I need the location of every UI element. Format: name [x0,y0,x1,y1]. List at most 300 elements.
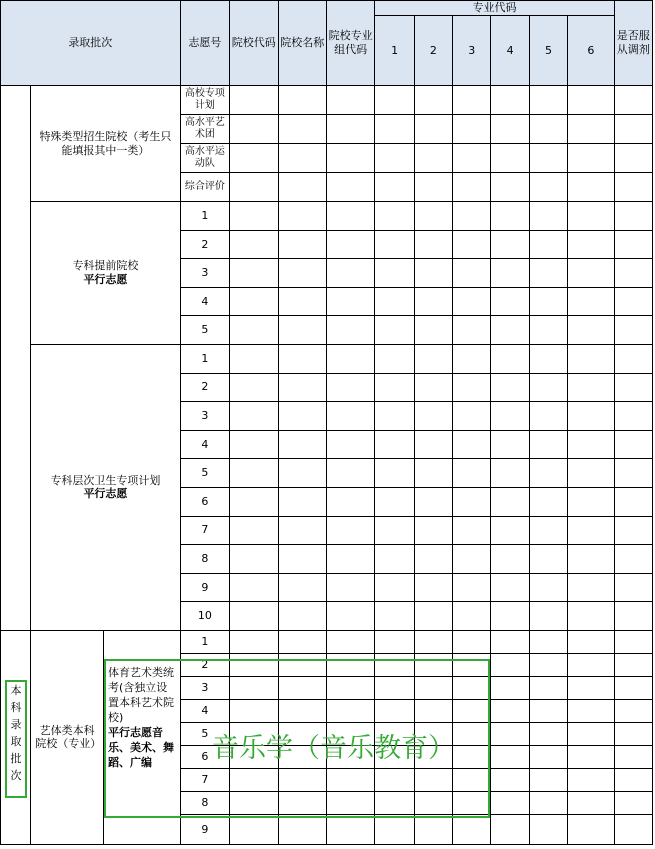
cell[interactable] [529,487,567,516]
cell[interactable] [453,699,491,722]
zhuanke-early-label: 专科提前院校 [72,259,139,273]
cell[interactable] [529,344,567,373]
wish-number: 5 [180,316,229,345]
cell[interactable] [278,202,326,231]
cell[interactable] [414,630,452,653]
cell[interactable] [453,459,491,488]
wish-number: 6 [180,487,229,516]
cell[interactable] [529,791,567,814]
cell[interactable] [375,173,414,202]
cell[interactable] [453,430,491,459]
cell[interactable] [326,430,374,459]
wish-number: 6 [180,745,229,768]
cell[interactable] [375,676,414,699]
cell[interactable] [491,676,529,699]
cell[interactable] [326,814,374,844]
cell[interactable] [375,814,414,844]
cell[interactable] [414,144,452,173]
cell[interactable] [568,459,614,488]
cell[interactable] [326,173,374,202]
cell[interactable] [614,430,652,459]
cell[interactable] [278,402,326,431]
cell[interactable] [529,545,567,574]
cell[interactable] [491,344,529,373]
cell[interactable] [614,653,652,676]
cell[interactable] [326,230,374,259]
cell[interactable] [491,722,529,745]
cell[interactable] [326,768,374,791]
cell[interactable] [614,791,652,814]
cell[interactable] [230,768,278,791]
cell[interactable] [453,144,491,173]
cell[interactable] [491,115,529,144]
cell[interactable] [614,230,652,259]
cell[interactable] [614,115,652,144]
cell[interactable] [326,487,374,516]
cell[interactable] [491,487,529,516]
cell[interactable] [326,602,374,631]
wish-number: 4 [180,699,229,722]
cell[interactable] [414,115,452,144]
cell[interactable] [278,459,326,488]
cell[interactable] [491,768,529,791]
cell[interactable] [614,202,652,231]
cell[interactable] [453,316,491,345]
cell[interactable] [529,430,567,459]
cell[interactable] [453,545,491,574]
cell[interactable] [491,459,529,488]
cell[interactable] [568,115,614,144]
cell[interactable] [568,653,614,676]
cell[interactable] [529,814,567,844]
cell[interactable] [453,487,491,516]
cell[interactable] [278,487,326,516]
cell[interactable] [614,487,652,516]
zhuanke-early-subtitle: 平行志愿 [83,272,128,286]
cell[interactable] [326,287,374,316]
cell[interactable] [326,115,374,144]
cell[interactable] [278,545,326,574]
cell[interactable] [568,430,614,459]
cell[interactable] [491,602,529,631]
cell[interactable] [375,259,414,288]
cell[interactable] [529,745,567,768]
special-row-4: 综合评价 [180,173,229,202]
cell[interactable] [453,173,491,202]
cell[interactable] [375,487,414,516]
cell[interactable] [529,144,567,173]
wish-number: 9 [180,814,229,844]
cell[interactable] [614,287,652,316]
cell[interactable] [414,259,452,288]
cell[interactable] [230,516,278,545]
cell[interactable] [230,202,278,231]
batch-column-upper [1,86,31,631]
cell[interactable] [414,459,452,488]
cell[interactable] [375,202,414,231]
cell[interactable] [453,630,491,653]
cell[interactable] [375,430,414,459]
cell[interactable] [453,230,491,259]
cell[interactable] [491,430,529,459]
cell[interactable] [414,814,452,844]
cell[interactable] [614,402,652,431]
cell[interactable] [278,173,326,202]
cell[interactable] [326,144,374,173]
wish-number: 1 [180,630,229,653]
cell[interactable] [529,722,567,745]
cell[interactable] [375,573,414,602]
cell[interactable] [614,722,652,745]
cell[interactable] [326,373,374,402]
cell[interactable] [414,791,452,814]
cell[interactable] [568,791,614,814]
cell[interactable] [278,344,326,373]
cell[interactable] [491,86,529,115]
header-school-name: 院校名称 [278,1,326,86]
header-major-6: 6 [568,16,614,86]
cell[interactable] [614,573,652,602]
cell[interactable] [375,768,414,791]
cell[interactable] [375,230,414,259]
cell[interactable] [230,287,278,316]
header-major-5: 5 [529,16,567,86]
cell[interactable] [375,602,414,631]
cell[interactable] [529,699,567,722]
cell[interactable] [278,316,326,345]
cell[interactable] [453,259,491,288]
cell[interactable] [568,144,614,173]
cell[interactable] [326,316,374,345]
wish-number: 7 [180,516,229,545]
cell[interactable] [491,373,529,402]
cell[interactable] [230,653,278,676]
cell[interactable] [453,768,491,791]
cell[interactable] [568,814,614,844]
cell[interactable] [614,459,652,488]
cell[interactable] [529,259,567,288]
cell[interactable] [375,516,414,545]
cell[interactable] [230,144,278,173]
cell[interactable] [568,316,614,345]
wish-number: 8 [180,545,229,574]
cell[interactable] [453,745,491,768]
cell[interactable] [278,430,326,459]
cell[interactable] [414,487,452,516]
cell[interactable] [414,287,452,316]
cell[interactable] [278,653,326,676]
cell[interactable] [568,259,614,288]
cell[interactable] [414,316,452,345]
cell[interactable] [326,344,374,373]
cell[interactable] [414,430,452,459]
cell[interactable] [230,573,278,602]
cell[interactable] [568,173,614,202]
cell[interactable] [491,814,529,844]
wish-number: 4 [180,287,229,316]
cell[interactable] [529,202,567,231]
cell[interactable] [278,373,326,402]
cell[interactable] [230,459,278,488]
cell[interactable] [414,768,452,791]
wish-number: 2 [180,230,229,259]
header-major-4: 4 [491,16,529,86]
cell[interactable] [414,573,452,602]
cell[interactable] [491,316,529,345]
cell[interactable] [278,516,326,545]
cell[interactable] [614,144,652,173]
cell[interactable] [230,545,278,574]
cell[interactable] [326,653,374,676]
cell[interactable] [230,699,278,722]
cell[interactable] [568,768,614,791]
cell[interactable] [326,545,374,574]
cell[interactable] [568,745,614,768]
cell[interactable] [568,344,614,373]
cell[interactable] [375,373,414,402]
cell[interactable] [614,173,652,202]
cell[interactable] [230,259,278,288]
cell[interactable] [230,402,278,431]
benke-detail-text: 体育艺术类统考(含独立设置本科艺术院校) [108,666,174,724]
cell[interactable] [453,516,491,545]
cell[interactable] [414,699,452,722]
cell[interactable] [568,722,614,745]
cell[interactable] [568,202,614,231]
cell[interactable] [375,630,414,653]
cell[interactable] [278,115,326,144]
cell[interactable] [568,487,614,516]
cell[interactable] [614,602,652,631]
cell[interactable] [529,516,567,545]
cell[interactable] [230,791,278,814]
cell[interactable] [614,676,652,699]
cell[interactable] [529,316,567,345]
wish-number: 8 [180,791,229,814]
cell[interactable] [529,653,567,676]
cell[interactable] [568,402,614,431]
cell[interactable] [529,402,567,431]
cell[interactable] [568,602,614,631]
cell[interactable] [414,86,452,115]
cell[interactable] [568,545,614,574]
cell[interactable] [278,814,326,844]
cell[interactable] [491,259,529,288]
cell[interactable] [230,602,278,631]
cell[interactable] [414,373,452,402]
cell[interactable] [230,487,278,516]
cell[interactable] [278,699,326,722]
cell[interactable] [414,202,452,231]
cell[interactable] [614,516,652,545]
header-school-code: 院校代码 [230,1,278,86]
wish-number: 7 [180,768,229,791]
cell[interactable] [326,630,374,653]
cell[interactable] [375,791,414,814]
cell[interactable] [278,230,326,259]
cell[interactable] [568,373,614,402]
cell[interactable] [614,259,652,288]
cell[interactable] [529,768,567,791]
cell[interactable] [230,814,278,844]
cell[interactable] [414,653,452,676]
special-row-1: 高校专项计划 [180,86,229,115]
cell[interactable] [568,516,614,545]
cell[interactable] [326,402,374,431]
cell[interactable] [375,115,414,144]
cell[interactable] [614,814,652,844]
cell[interactable] [326,86,374,115]
cell[interactable] [326,676,374,699]
cell[interactable] [414,676,452,699]
cell[interactable] [614,373,652,402]
cell[interactable] [568,630,614,653]
cell[interactable] [491,173,529,202]
cell[interactable] [491,630,529,653]
cell[interactable] [614,699,652,722]
cell[interactable] [529,230,567,259]
cell[interactable] [491,573,529,602]
cell[interactable] [614,745,652,768]
cell[interactable] [529,86,567,115]
cell[interactable] [491,791,529,814]
cell[interactable] [278,676,326,699]
cell[interactable] [529,602,567,631]
cell[interactable] [278,791,326,814]
cell[interactable] [230,430,278,459]
cell[interactable] [414,516,452,545]
cell[interactable] [529,115,567,144]
cell[interactable] [326,699,374,722]
cell[interactable] [230,316,278,345]
health-label: 专科层次卫生专项计划 [50,473,161,487]
cell[interactable] [614,768,652,791]
cell[interactable] [453,344,491,373]
cell[interactable] [375,86,414,115]
cell[interactable] [375,653,414,676]
cell[interactable] [326,791,374,814]
cell[interactable] [568,676,614,699]
cell[interactable] [568,573,614,602]
cell[interactable] [453,573,491,602]
cell[interactable] [453,402,491,431]
cell[interactable] [529,630,567,653]
cell[interactable] [568,230,614,259]
cell[interactable] [614,316,652,345]
cell[interactable] [230,230,278,259]
cell[interactable] [230,373,278,402]
cell[interactable] [326,202,374,231]
cell[interactable] [414,602,452,631]
cell[interactable] [453,791,491,814]
special-title: 特殊类型招生院校（考生只能填报其中一类） [31,86,180,202]
cell[interactable] [230,344,278,373]
cell[interactable] [529,373,567,402]
cell[interactable] [230,173,278,202]
special-row-2: 高水平艺术团 [180,115,229,144]
cell[interactable] [278,287,326,316]
cell[interactable] [230,86,278,115]
cell[interactable] [614,630,652,653]
cell[interactable] [414,344,452,373]
cell[interactable] [529,573,567,602]
cell[interactable] [230,676,278,699]
cell[interactable] [230,115,278,144]
cell[interactable] [568,699,614,722]
cell[interactable] [278,86,326,115]
cell[interactable] [375,316,414,345]
cell[interactable] [491,230,529,259]
wish-number: 3 [180,259,229,288]
cell[interactable] [491,402,529,431]
cell[interactable] [491,699,529,722]
cell[interactable] [414,402,452,431]
cell[interactable] [375,545,414,574]
cell[interactable] [453,373,491,402]
cell[interactable] [529,287,567,316]
cell[interactable] [453,602,491,631]
cell[interactable] [529,459,567,488]
cell[interactable] [375,699,414,722]
cell[interactable] [326,459,374,488]
cell[interactable] [326,259,374,288]
cell[interactable] [491,144,529,173]
cell[interactable] [375,287,414,316]
cell[interactable] [491,545,529,574]
cell[interactable] [529,676,567,699]
cell[interactable] [375,402,414,431]
zhuanke-early-title [31,202,180,345]
cell[interactable] [278,259,326,288]
cell[interactable] [614,344,652,373]
cell[interactable] [453,86,491,115]
cell[interactable] [278,630,326,653]
cell[interactable] [568,287,614,316]
cell[interactable] [491,745,529,768]
cell[interactable] [453,722,491,745]
cell[interactable] [491,202,529,231]
cell[interactable] [614,86,652,115]
cell[interactable] [453,287,491,316]
cell[interactable] [453,653,491,676]
cell[interactable] [375,144,414,173]
cell[interactable] [278,573,326,602]
cell[interactable] [453,814,491,844]
cell[interactable] [453,202,491,231]
cell[interactable] [414,173,452,202]
cell[interactable] [326,516,374,545]
cell[interactable] [453,676,491,699]
cell[interactable] [491,653,529,676]
cell[interactable] [529,173,567,202]
cell[interactable] [278,768,326,791]
cell[interactable] [491,287,529,316]
cell[interactable] [375,459,414,488]
cell[interactable] [375,344,414,373]
cell[interactable] [326,573,374,602]
cell[interactable] [614,545,652,574]
cell[interactable] [278,602,326,631]
cell[interactable] [414,230,452,259]
header-major-1: 1 [375,16,414,86]
cell[interactable] [491,516,529,545]
cell[interactable] [453,115,491,144]
cell[interactable] [568,86,614,115]
cell[interactable] [230,630,278,653]
cell[interactable] [414,545,452,574]
wish-number: 4 [180,430,229,459]
cell[interactable] [278,144,326,173]
